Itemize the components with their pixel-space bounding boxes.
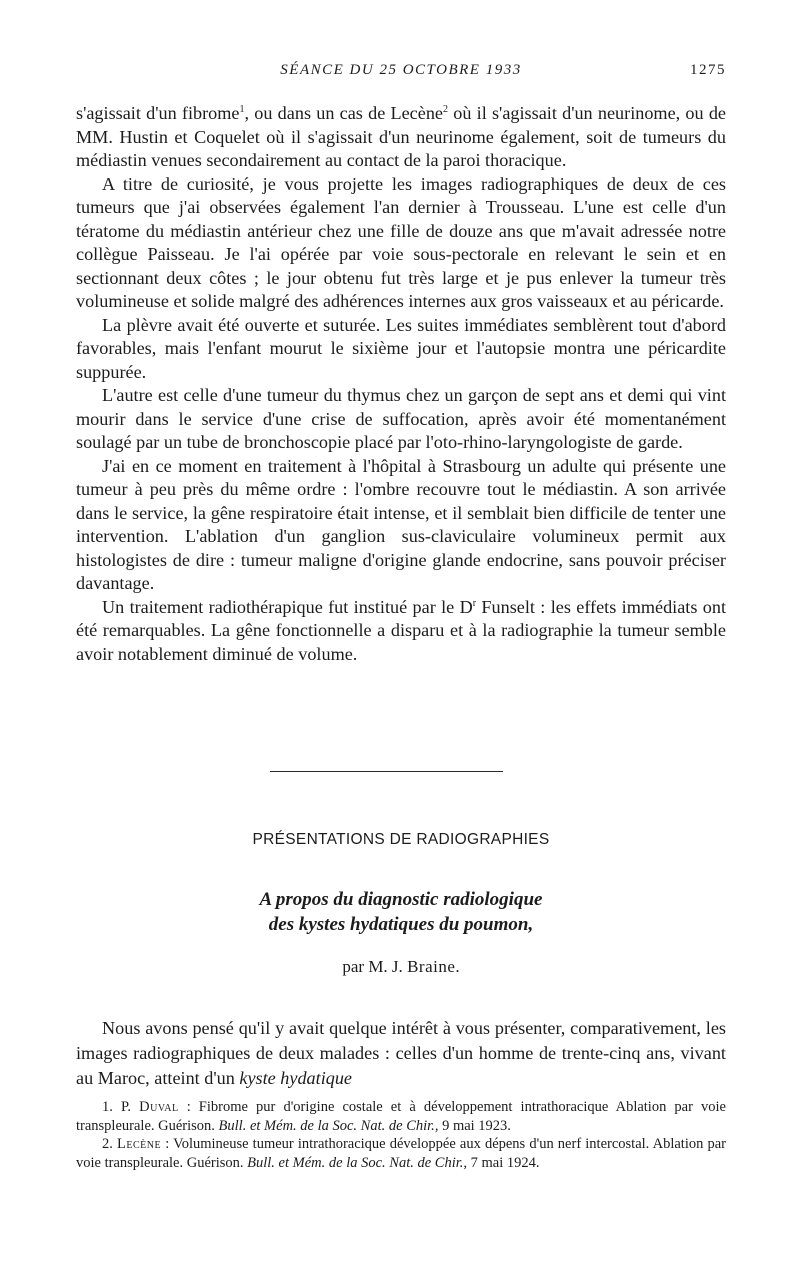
footnote-2: 2. Lecène : Volumineuse tumeur intrathoracique développée aux dépens d'un nerf intercostal. Ablation par voie transpleurale. Guérison. Bull. et Mém. de la Soc. Nat. de Chir., 7 mai 1924. bbox=[76, 1136, 726, 1171]
article-title-line-2: des kystes hydatiques du poumon, bbox=[268, 914, 534, 935]
article-paragraph-1: Nous avons pensé qu'il y avait quelque intérêt à vous présenter, comparativement, les images radiographiques de deux malades : celles d'un homme de trente-cinq ans, vivant au Maroc, atteint d'un kyste hydatique bbox=[76, 1018, 726, 1088]
article-title-line-1: A propos du diagnostic radiologique bbox=[259, 889, 543, 910]
paragraph-3: La plèvre avait été ouverte et suturée. Les suites immédiates semblèrent tout d'abord favorables, mais l'enfant mourut le sixième jour et l'autopsie montra une péricardite suppurée. bbox=[76, 314, 726, 382]
running-title: SÉANCE DU 25 OCTOBRE 1933 bbox=[280, 62, 522, 78]
section-title: PRÉSENTATIONS DE RADIOGRAPHIES bbox=[252, 831, 550, 848]
page-number: 1275 bbox=[690, 62, 726, 78]
paragraph-5: J'ai en ce moment en traitement à l'hôpital à Strasbourg un adulte qui présente une tumeur à peu près du même ordre : l'ombre recouvre tout le médiastin. A son arrivée dans le service, la gêne respiratoire était intense, et il semblait bien difficile de tenter une intervention. L'ablation d'un ganglion sus-claviculaire volumineux permit aux histologistes de dire : tumeur maligne d'origine glande endocrine, sans pouvoir préciser davantage. bbox=[76, 455, 726, 593]
footnote-ref-2: 2 bbox=[443, 103, 448, 115]
body-text bbox=[76, 102, 726, 666]
byline-author: Braine bbox=[407, 957, 456, 976]
paragraph-2: A titre de curiosité, je vous projette les images radiographiques de deux de ces tumeurs que j'ai observées également l'an dernier à Trousseau. L'une est celle d'un tératome du médiastin antérieur chez une fille de douze ans que m'avait adressée notre collègue Paisseau. Je l'ai opérée par voie sous-pectorale en relevant le sein et en sectionnant deux côtes ; le jour obtenu fut très large et je pus enlever la tumeur très volumineuse et solide malgré des adhérences internes aux gros vaisseaux et au péricarde. bbox=[76, 173, 726, 311]
article-title bbox=[76, 887, 726, 937]
section-divider bbox=[270, 771, 503, 772]
paragraph-6: Un traitement radiothérapique fut institué par le $D^r$ Funselt : les effets immédiats ont été remarquables. La gêne fonctionnelle a disparu et à la radiographie la tumeur semble avoir notablement diminué de volume. bbox=[76, 596, 726, 664]
footnote-1: 1. P. Duval : Fibrome pur d'origine costale et à développement intrathoracique Ablation par voie transpleurale. Guérison. Bull. et Mém. de la Soc. Nat. de Chir., 9 mai 1923. bbox=[76, 1099, 726, 1134]
paragraph-1: s'agissait d'un fibrome$^1$, ou dans un cas de Lecène$^2$ où il s'agissait d'un neurinome, ou de MM. Hustin et Coquelet où il s'agissait d'un neurinome également, soit de tumeurs du médiastin venues secondairement au contact de la paroi thoracique. bbox=[76, 103, 727, 170]
byline: par M. J. Braine. bbox=[342, 957, 460, 976]
paragraph-4: L'autre est celle d'une tumeur du thymus chez un garçon de sept ans et demi qui vint mourir dans le service d'une crise de suffocation, après avoir été momentanément soulagé par un tube de bronchoscopie placé par l'oto-rhino-laryngologiste de garde. bbox=[76, 385, 726, 452]
footnotes bbox=[76, 1098, 726, 1172]
footnote-ref-1: 1 bbox=[239, 103, 245, 115]
article-body bbox=[76, 1016, 726, 1091]
running-head bbox=[76, 62, 726, 88]
